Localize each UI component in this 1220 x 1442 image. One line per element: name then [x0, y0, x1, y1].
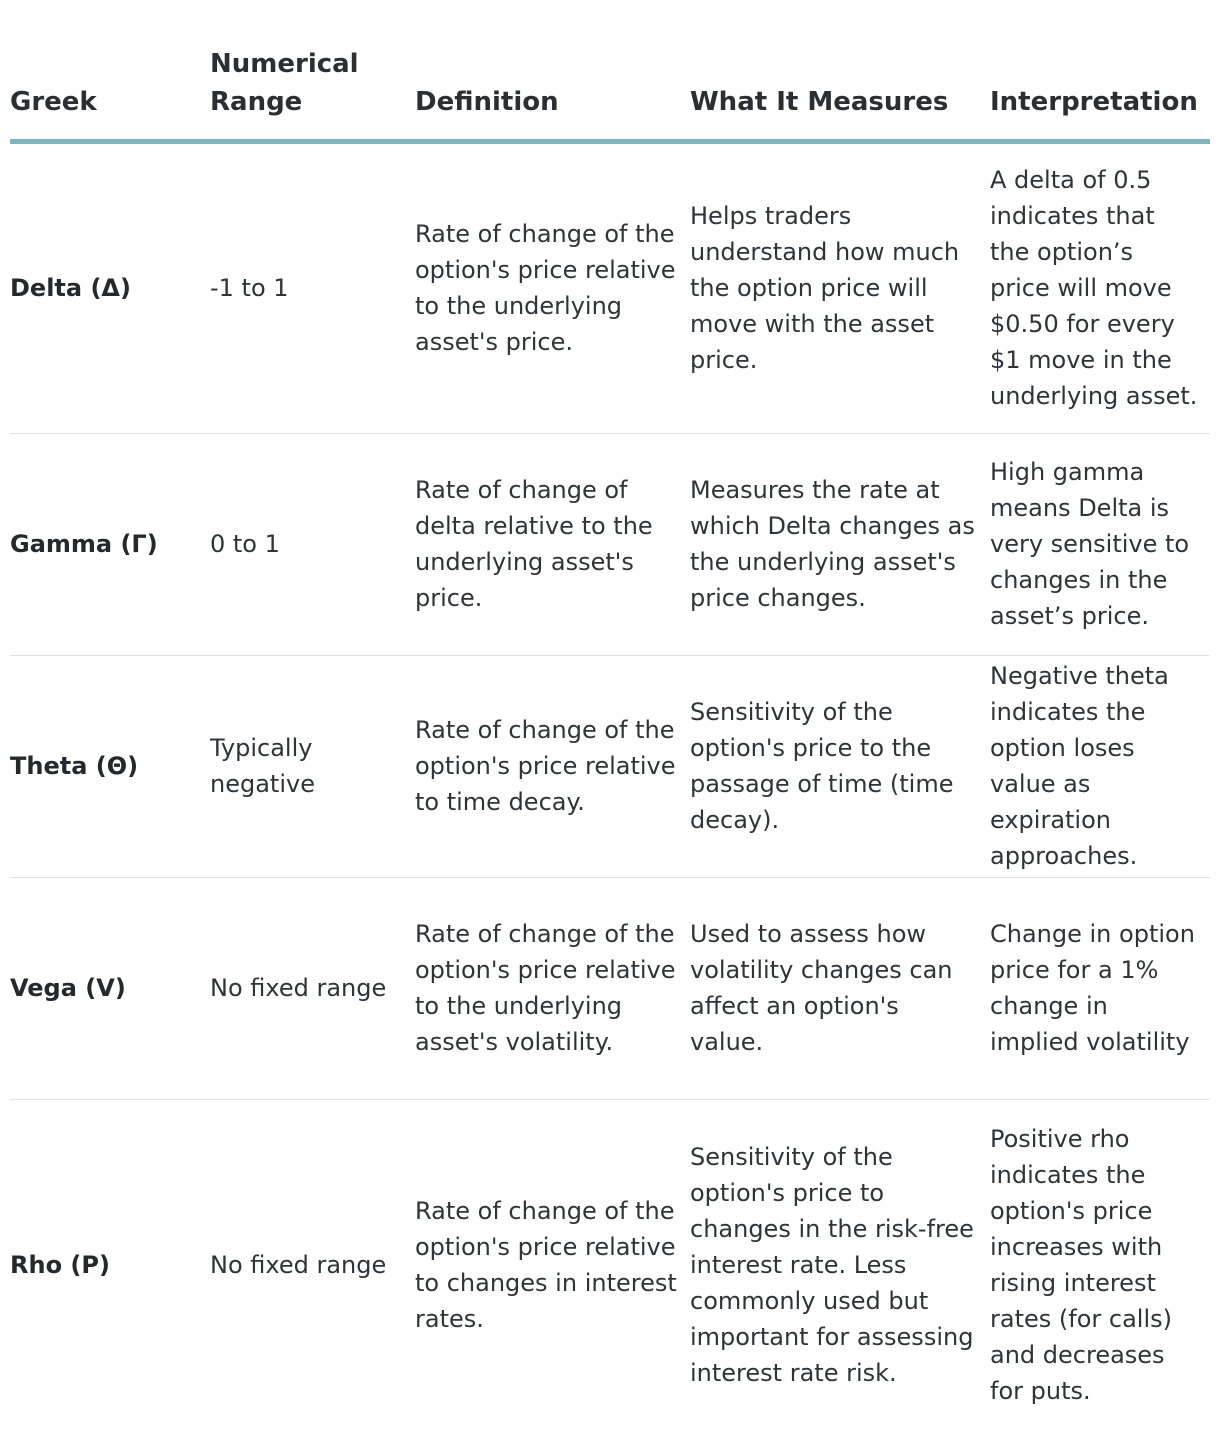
table-row-delta — [10, 141, 1210, 433]
interpretation: Negative theta indicates the option loses value as expiration approaches. — [990, 655, 1210, 877]
table-body — [10, 141, 1210, 1431]
table-header — [10, 0, 1210, 141]
numerical-range: -1 to 1 — [210, 141, 415, 433]
interpretation: Change in option price for a 1% change in implied volatility — [990, 877, 1210, 1099]
interpretation: Positive rho indicates the option's price increases with rising interest rates (for calls) and decreases for puts. — [990, 1125, 1172, 1406]
greek-name: Delta (Δ) — [10, 141, 210, 433]
what-it-measures: Sensitivity of the option's price to the passage of time (time decay). — [690, 655, 990, 877]
numerical-range: No fixed range — [210, 877, 415, 1099]
definition: Rate of change of the option's price relative to changes in interest rates. — [415, 1197, 677, 1334]
greek-name: Vega (V) — [10, 877, 210, 1099]
greek-name: Rho (Ρ) — [10, 1251, 110, 1280]
table-row-theta — [10, 655, 1210, 877]
definition: Rate of change of the option's price relative to the underlying asset's volatility. — [415, 877, 690, 1099]
header-numerical-range: Numerical Range — [210, 0, 415, 141]
greek-name: Gamma (Γ) — [10, 433, 210, 655]
definition: Rate of change of the option's price relative to the underlying asset's price. — [415, 141, 690, 433]
what-it-measures: Measures the rate at which Delta changes as the underlying asset's price changes. — [690, 433, 990, 655]
greeks-table-container — [10, 0, 1210, 1431]
table-row-vega — [10, 877, 1210, 1099]
table-row-gamma — [10, 433, 1210, 655]
greeks-table — [10, 0, 1210, 1431]
table-row-rho — [10, 1099, 1210, 1431]
interpretation: High gamma means Delta is very sensitive to changes in the asset’s price. — [990, 433, 1210, 655]
header-what-it-measures: What It Measures — [690, 0, 990, 141]
numerical-range: Typically negative — [210, 655, 415, 877]
header-definition: Definition — [415, 0, 690, 141]
definition: Rate of change of the option's price relative to time decay. — [415, 655, 690, 877]
what-it-measures: Sensitivity of the option's price to changes in the risk-free interest rate. Less commonly used but important for assessing interest rate risk. — [690, 1143, 974, 1388]
numerical-range: 0 to 1 — [210, 433, 415, 655]
header-interpretation: Interpretation — [990, 0, 1210, 141]
numerical-range: No fixed range — [210, 1251, 387, 1280]
what-it-measures: Used to assess how volatility changes can affect an option's value. — [690, 877, 990, 1099]
definition: Rate of change of delta relative to the underlying asset's price. — [415, 433, 690, 655]
greek-name: Theta (Θ) — [10, 655, 210, 877]
interpretation: A delta of 0.5 indicates that the option’s price will move $0.50 for every $1 move in the underlying asset. — [990, 141, 1210, 433]
header-row — [10, 0, 1210, 141]
header-greek: Greek — [10, 0, 210, 141]
what-it-measures: Helps traders understand how much the option price will move with the asset price. — [690, 141, 990, 433]
